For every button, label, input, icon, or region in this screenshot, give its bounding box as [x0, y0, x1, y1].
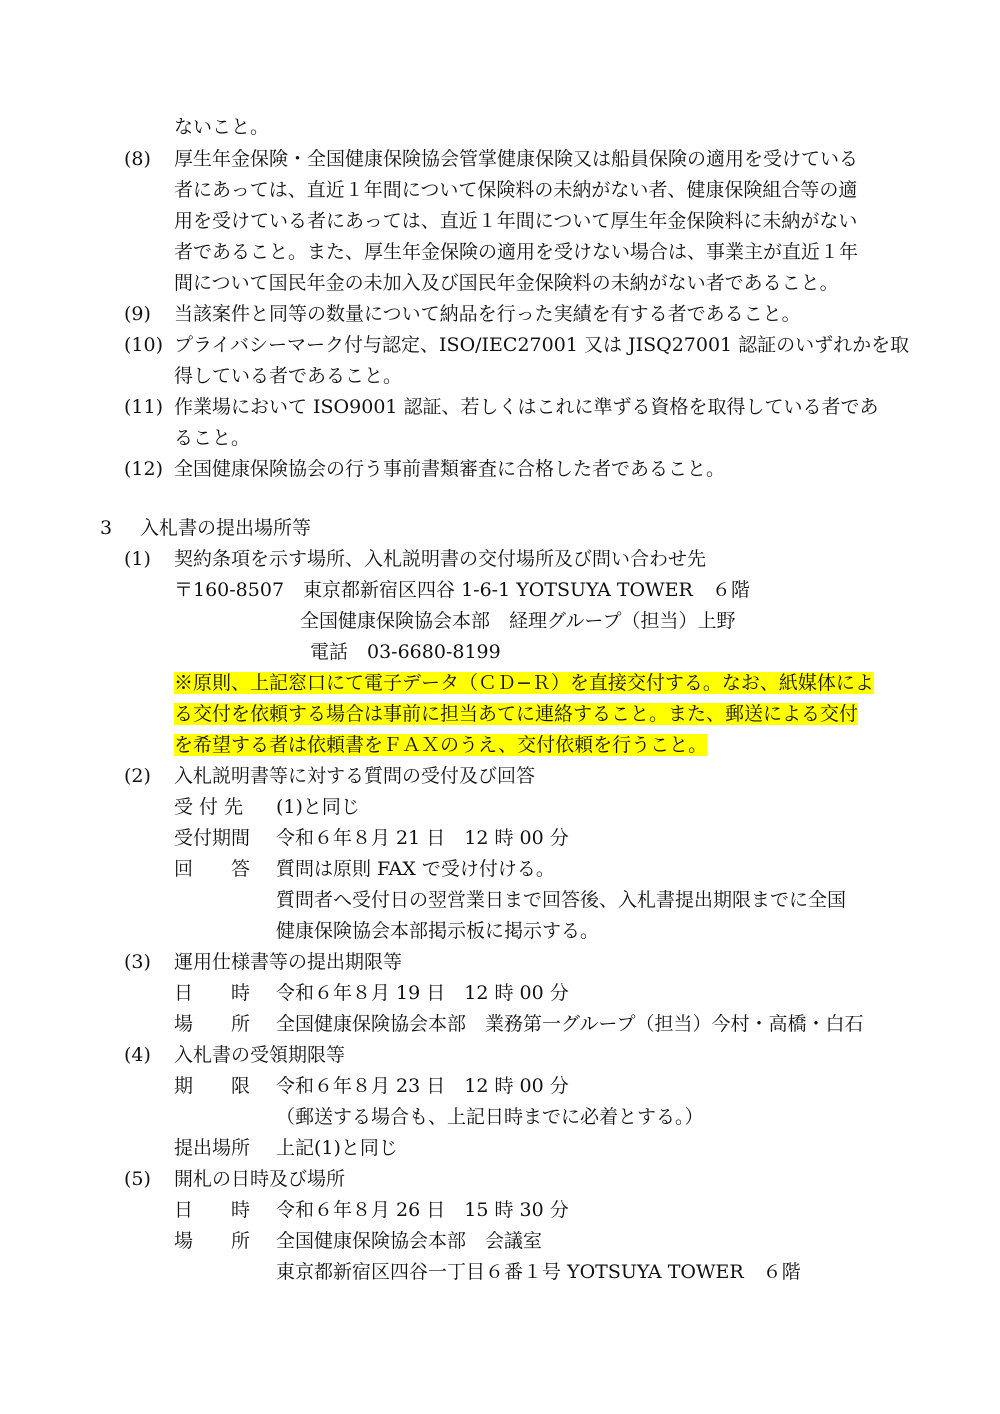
opening-place-label: 場 所 [174, 1230, 251, 1252]
section-3-number: 3 [100, 517, 113, 539]
section-3-2-title: 入札説明書等に対する質問の受付及び回答 [174, 765, 536, 787]
item-8-line-2: 者にあっては、直近１年間について保険料の未納がない者、健康保険組合等の適 [174, 179, 858, 201]
section-3-title: 入札書の提出場所等 [140, 517, 312, 539]
item-8-number: (8) [124, 148, 151, 170]
section-3-3-title: 運用仕様書等の提出期限等 [174, 951, 403, 973]
item-12-text: 全国健康保険協会の行う事前書類審査に合格した者であること。 [174, 458, 726, 480]
section-3-3-number: (3) [124, 951, 151, 973]
opening-place-value: 全国健康保険協会本部 会議室 [276, 1230, 543, 1252]
item-7-continuation: ないこと。 [174, 116, 270, 138]
reception-period-label: 受付期間 [174, 827, 251, 849]
submission-place-value: 上記(1)と同じ [276, 1137, 398, 1159]
reception-period-value: 令和６年８月 21 日 12 時 00 分 [276, 827, 569, 849]
highlighted-note-line-3 [174, 731, 707, 759]
deadline-note: （郵送する場合も、上記日時までに必着とする。） [276, 1106, 704, 1128]
section-3-5-number: (5) [124, 1168, 151, 1190]
item-9-text: 当該案件と同等の数量について納品を行った実績を有する者であること。 [174, 303, 801, 325]
item-10-line-2: 得している者であること。 [174, 365, 403, 387]
reception-label: 受 付 先 [174, 796, 244, 818]
section-3-4-title: 入札書の受領期限等 [174, 1044, 346, 1066]
answer-label: 回 答 [174, 858, 251, 880]
opening-datetime-label: 日 時 [174, 1199, 251, 1221]
submission-place-label: 提出場所 [174, 1137, 251, 1159]
section-3-2-number: (2) [124, 765, 151, 787]
item-12-number: (12) [124, 458, 164, 480]
section-3-5-title: 開札の日時及び場所 [174, 1168, 346, 1190]
item-8-line-4: 者であること。また、厚生年金保険の適用を受けない場合は、事業主が直近１年 [174, 241, 859, 263]
item-11-line-1: 作業場において ISO9001 認証、若しくはこれに準ずる資格を取得している者であ [174, 396, 879, 418]
item-9-number: (9) [124, 303, 151, 325]
section-3-1-number: (1) [124, 548, 151, 570]
highlighted-note-text-1: ※原則、上記窓口にて電子データ（ＣＤ−Ｒ）を直接交付する。なお、紙媒体によ [174, 672, 874, 694]
opening-place-address: 東京都新宿区四谷一丁目６番１号 YOTSUYA TOWER ６階 [276, 1261, 801, 1283]
answer-continuation-2: 健康保険協会本部掲示板に掲示する。 [276, 920, 600, 942]
highlighted-note-text-2: る交付を依頼する場合は事前に担当あてに連絡すること。また、郵送による交付 [174, 703, 859, 725]
highlighted-note-line-1 [174, 669, 874, 697]
answer-continuation-1: 質問者へ受付日の翌営業日まで回答後、入札書提出期限までに全国 [276, 889, 847, 911]
opening-datetime-value: 令和６年８月 26 日 15 時 30 分 [276, 1199, 569, 1221]
answer-value: 質問は原則 FAX で受け付ける。 [276, 858, 555, 880]
item-10-number: (10) [124, 334, 164, 356]
item-8-line-1: 厚生年金保険・全国健康保険協会管掌健康保険又は船員保険の適用を受けている [174, 148, 859, 170]
item-8-line-3: 用を受けている者にあっては、直近１年間について厚生年金保険料に未納がない [174, 210, 858, 232]
contact-phone: 電話 03-6680-8199 [310, 641, 501, 663]
item-11-number: (11) [124, 396, 164, 418]
spec-datetime-label: 日 時 [174, 982, 251, 1004]
item-11-line-2: ること。 [174, 427, 251, 449]
contact-address: 〒160-8507 東京都新宿区四谷 1-6-1 YOTSUYA TOWER ６階 [174, 579, 750, 601]
spec-place-label: 場 所 [174, 1013, 251, 1035]
section-3-1-title: 契約条項を示す場所、入札説明書の交付場所及び問い合わせ先 [174, 548, 707, 570]
highlighted-note-text-3: を希望する者は依頼書をＦＡＸのうえ、交付依頼を行うこと。 [174, 734, 708, 756]
item-10-line-1: プライバシーマーク付与認定、ISO/IEC27001 又は JISQ27001 認証のいずれかを取 [174, 334, 910, 356]
deadline-value: 令和６年８月 23 日 12 時 00 分 [276, 1075, 569, 1097]
item-8-line-5: 間について国民年金の未加入及び国民年金保険料の未納がない者であること。 [174, 272, 839, 294]
spec-datetime-value: 令和６年８月 19 日 12 時 00 分 [276, 982, 569, 1004]
contact-organization: 全国健康保険協会本部 経理グループ（担当）上野 [300, 610, 736, 632]
spec-place-value: 全国健康保険協会本部 業務第一グループ（担当）今村・高橋・白石 [276, 1013, 864, 1035]
section-3-4-number: (4) [124, 1044, 151, 1066]
reception-value: (1)と同じ [276, 796, 360, 818]
deadline-label: 期 限 [174, 1075, 251, 1097]
highlighted-note-line-2 [174, 700, 858, 728]
